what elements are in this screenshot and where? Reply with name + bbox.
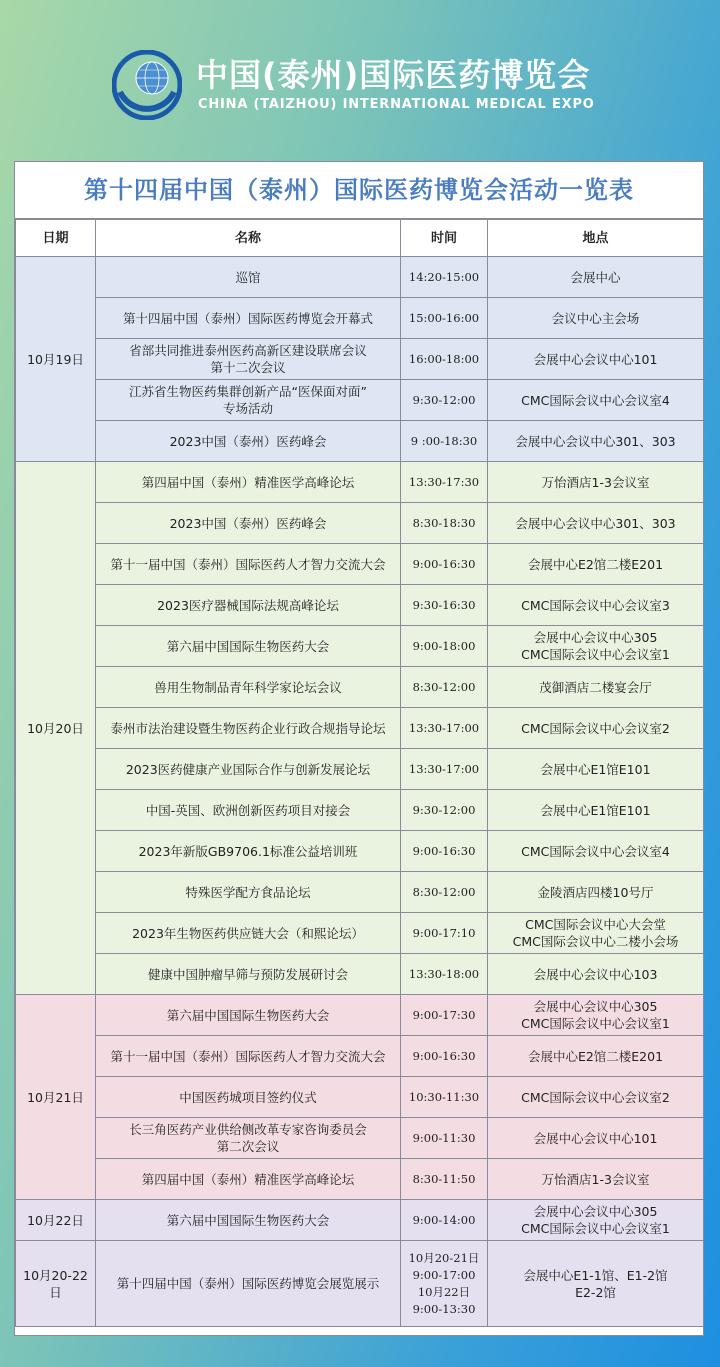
place-cell: 会展中心会议中心101: [488, 339, 704, 380]
time-cell: 15:00-16:00: [401, 298, 488, 339]
name-cell: 中国-英国、欧洲创新医药项目对接会: [96, 790, 401, 831]
name-cell: 巡馆: [96, 257, 401, 298]
name-cell: 2023中国（泰州）医药峰会: [96, 503, 401, 544]
place-cell: CMC国际会议中心会议室4: [488, 831, 704, 872]
table-row: [16, 790, 704, 831]
name-cell: 中国医药城项目签约仪式: [96, 1077, 401, 1118]
time-cell: 13:30-17:00: [401, 749, 488, 790]
time-cell: 9 :00-18:30: [401, 421, 488, 462]
place-cell: 会议中心主会场: [488, 298, 704, 339]
time-cell: 9:30-16:30: [401, 585, 488, 626]
date-cell: 10月20日: [16, 462, 96, 995]
table-row: [16, 872, 704, 913]
table-row: [16, 421, 704, 462]
time-cell: 16:00-18:00: [401, 339, 488, 380]
name-cell: 长三角医药产业供给侧改革专家咨询委员会 第二次会议: [96, 1118, 401, 1159]
name-cell: 第十四届中国（泰州）国际医药博览会开幕式: [96, 298, 401, 339]
place-cell: CMC国际会议中心会议室2: [488, 1077, 704, 1118]
table-row: [16, 585, 704, 626]
table-row: [16, 913, 704, 954]
table-row: [16, 1077, 704, 1118]
place-cell: CMC国际会议中心会议室2: [488, 708, 704, 749]
name-cell: 第十四届中国（泰州）国际医药博览会展览展示: [96, 1241, 401, 1327]
table-row: [16, 257, 704, 298]
name-cell: 第四届中国（泰州）精准医学高峰论坛: [96, 462, 401, 503]
name-cell: 第十一届中国（泰州）国际医药人才智力交流大会: [96, 1036, 401, 1077]
time-cell: 9:00-16:30: [401, 831, 488, 872]
table-row: [16, 1118, 704, 1159]
time-cell: 8:30-11:50: [401, 1159, 488, 1200]
place-cell: CMC国际会议中心会议室4: [488, 380, 704, 421]
table-row: [16, 708, 704, 749]
name-cell: 第十一届中国（泰州）国际医药人才智力交流大会: [96, 544, 401, 585]
time-cell: 13:30-18:00: [401, 954, 488, 995]
time-cell: 13:30-17:00: [401, 708, 488, 749]
name-cell: 2023中国（泰州）医药峰会: [96, 421, 401, 462]
time-cell: 9:00-14:00: [401, 1200, 488, 1241]
date-cell: 10月19日: [16, 257, 96, 462]
time-cell: 9:00-16:30: [401, 544, 488, 585]
place-cell: 万怡酒店1-3会议室: [488, 1159, 704, 1200]
table-row: [16, 626, 704, 667]
column-header-place: 地点: [488, 220, 704, 257]
table-row: [16, 544, 704, 585]
name-cell: 第六届中国国际生物医药大会: [96, 1200, 401, 1241]
name-cell: 第六届中国国际生物医药大会: [96, 995, 401, 1036]
time-cell: 10:30-11:30: [401, 1077, 488, 1118]
table-row: [16, 380, 704, 421]
name-cell: 2023年生物医药供应链大会（和熙论坛）: [96, 913, 401, 954]
schedule-table: [15, 219, 704, 1327]
name-cell: 2023年新版GB9706.1标准公益培训班: [96, 831, 401, 872]
expo-title-chinese: 中国(泰州)国际医药博览会: [196, 56, 591, 94]
place-cell: 会展中心会议中心305 CMC国际会议中心会议室1: [488, 995, 704, 1036]
place-cell: 会展中心会议中心103: [488, 954, 704, 995]
place-cell: 会展中心E1馆E101: [488, 749, 704, 790]
time-cell: 13:30-17:30: [401, 462, 488, 503]
name-cell: 第四届中国（泰州）精准医学高峰论坛: [96, 1159, 401, 1200]
place-cell: 会展中心会议中心301、303: [488, 421, 704, 462]
place-cell: 会展中心会议中心305 CMC国际会议中心会议室1: [488, 626, 704, 667]
table-row: [16, 749, 704, 790]
place-cell: 会展中心: [488, 257, 704, 298]
time-cell: 9:00-17:10: [401, 913, 488, 954]
name-cell: 泰州市法治建设暨生物医药企业行政合规指导论坛: [96, 708, 401, 749]
place-cell: 金陵酒店四楼10号厅: [488, 872, 704, 913]
time-cell: 8:30-12:00: [401, 872, 488, 913]
table-row: [16, 1159, 704, 1200]
table-row: [16, 298, 704, 339]
table-row: [16, 667, 704, 708]
place-cell: CMC国际会议中心大会堂 CMC国际会议中心二楼小会场: [488, 913, 704, 954]
table-title: 第十四届中国（泰州）国际医药博览会活动一览表: [15, 162, 703, 219]
time-cell: 9:30-12:00: [401, 380, 488, 421]
column-header-name: 名称: [96, 220, 401, 257]
table-row: [16, 995, 704, 1036]
column-header-date: 日期: [16, 220, 96, 257]
time-cell: 9:00-11:30: [401, 1118, 488, 1159]
name-cell: 2023医疗器械国际法规高峰论坛: [96, 585, 401, 626]
time-cell: 9:30-12:00: [401, 790, 488, 831]
header: [0, 0, 720, 160]
date-cell: 10月22日: [16, 1200, 96, 1241]
table-row: [16, 503, 704, 544]
table-row: [16, 1036, 704, 1077]
time-cell: 9:00-16:30: [401, 1036, 488, 1077]
place-cell: 会展中心E2馆二楼E201: [488, 544, 704, 585]
date-cell: 10月20-22日: [16, 1241, 96, 1327]
place-cell: CMC国际会议中心会议室3: [488, 585, 704, 626]
place-cell: 会展中心会议中心101: [488, 1118, 704, 1159]
name-cell: 特殊医学配方食品论坛: [96, 872, 401, 913]
table-row: [16, 462, 704, 503]
date-cell: 10月21日: [16, 995, 96, 1200]
name-cell: 第六届中国国际生物医药大会: [96, 626, 401, 667]
name-cell: 省部共同推进泰州医药高新区建设联席会议 第十二次会议: [96, 339, 401, 380]
place-cell: 茂御酒店二楼宴会厅: [488, 667, 704, 708]
place-cell: 会展中心会议中心301、303: [488, 503, 704, 544]
table-body: [16, 257, 704, 1327]
table-row: [16, 1200, 704, 1241]
place-cell: 会展中心E2馆二楼E201: [488, 1036, 704, 1077]
time-cell: 9:00-17:30: [401, 995, 488, 1036]
place-cell: 会展中心E1馆E101: [488, 790, 704, 831]
place-cell: 万怡酒店1-3会议室: [488, 462, 704, 503]
time-cell: 8:30-12:00: [401, 667, 488, 708]
name-cell: 江苏省生物医药集群创新产品“医保面对面” 专场活动: [96, 380, 401, 421]
table-row: [16, 954, 704, 995]
column-header-time: 时间: [401, 220, 488, 257]
table-row: [16, 339, 704, 380]
table-row: [16, 831, 704, 872]
name-cell: 2023医药健康产业国际合作与创新发展论坛: [96, 749, 401, 790]
expo-title-english: CHINA (TAIZHOU) INTERNATIONAL MEDICAL EXPO: [198, 97, 595, 112]
place-cell: 会展中心会议中心305 CMC国际会议中心会议室1: [488, 1200, 704, 1241]
expo-globe-logo-icon: [112, 50, 182, 120]
time-cell: 8:30-18:30: [401, 503, 488, 544]
activity-schedule-table: [14, 161, 704, 1336]
time-cell: 10月20-21日 9:00-17:00 10月22日 9:00-13:30: [401, 1241, 488, 1327]
time-cell: 14:20-15:00: [401, 257, 488, 298]
table-row: [16, 1241, 704, 1327]
time-cell: 9:00-18:00: [401, 626, 488, 667]
place-cell: 会展中心E1-1馆、E1-2馆 E2-2馆: [488, 1241, 704, 1327]
name-cell: 兽用生物制品青年科学家论坛会议: [96, 667, 401, 708]
name-cell: 健康中国肿瘤早筛与预防发展研讨会: [96, 954, 401, 995]
